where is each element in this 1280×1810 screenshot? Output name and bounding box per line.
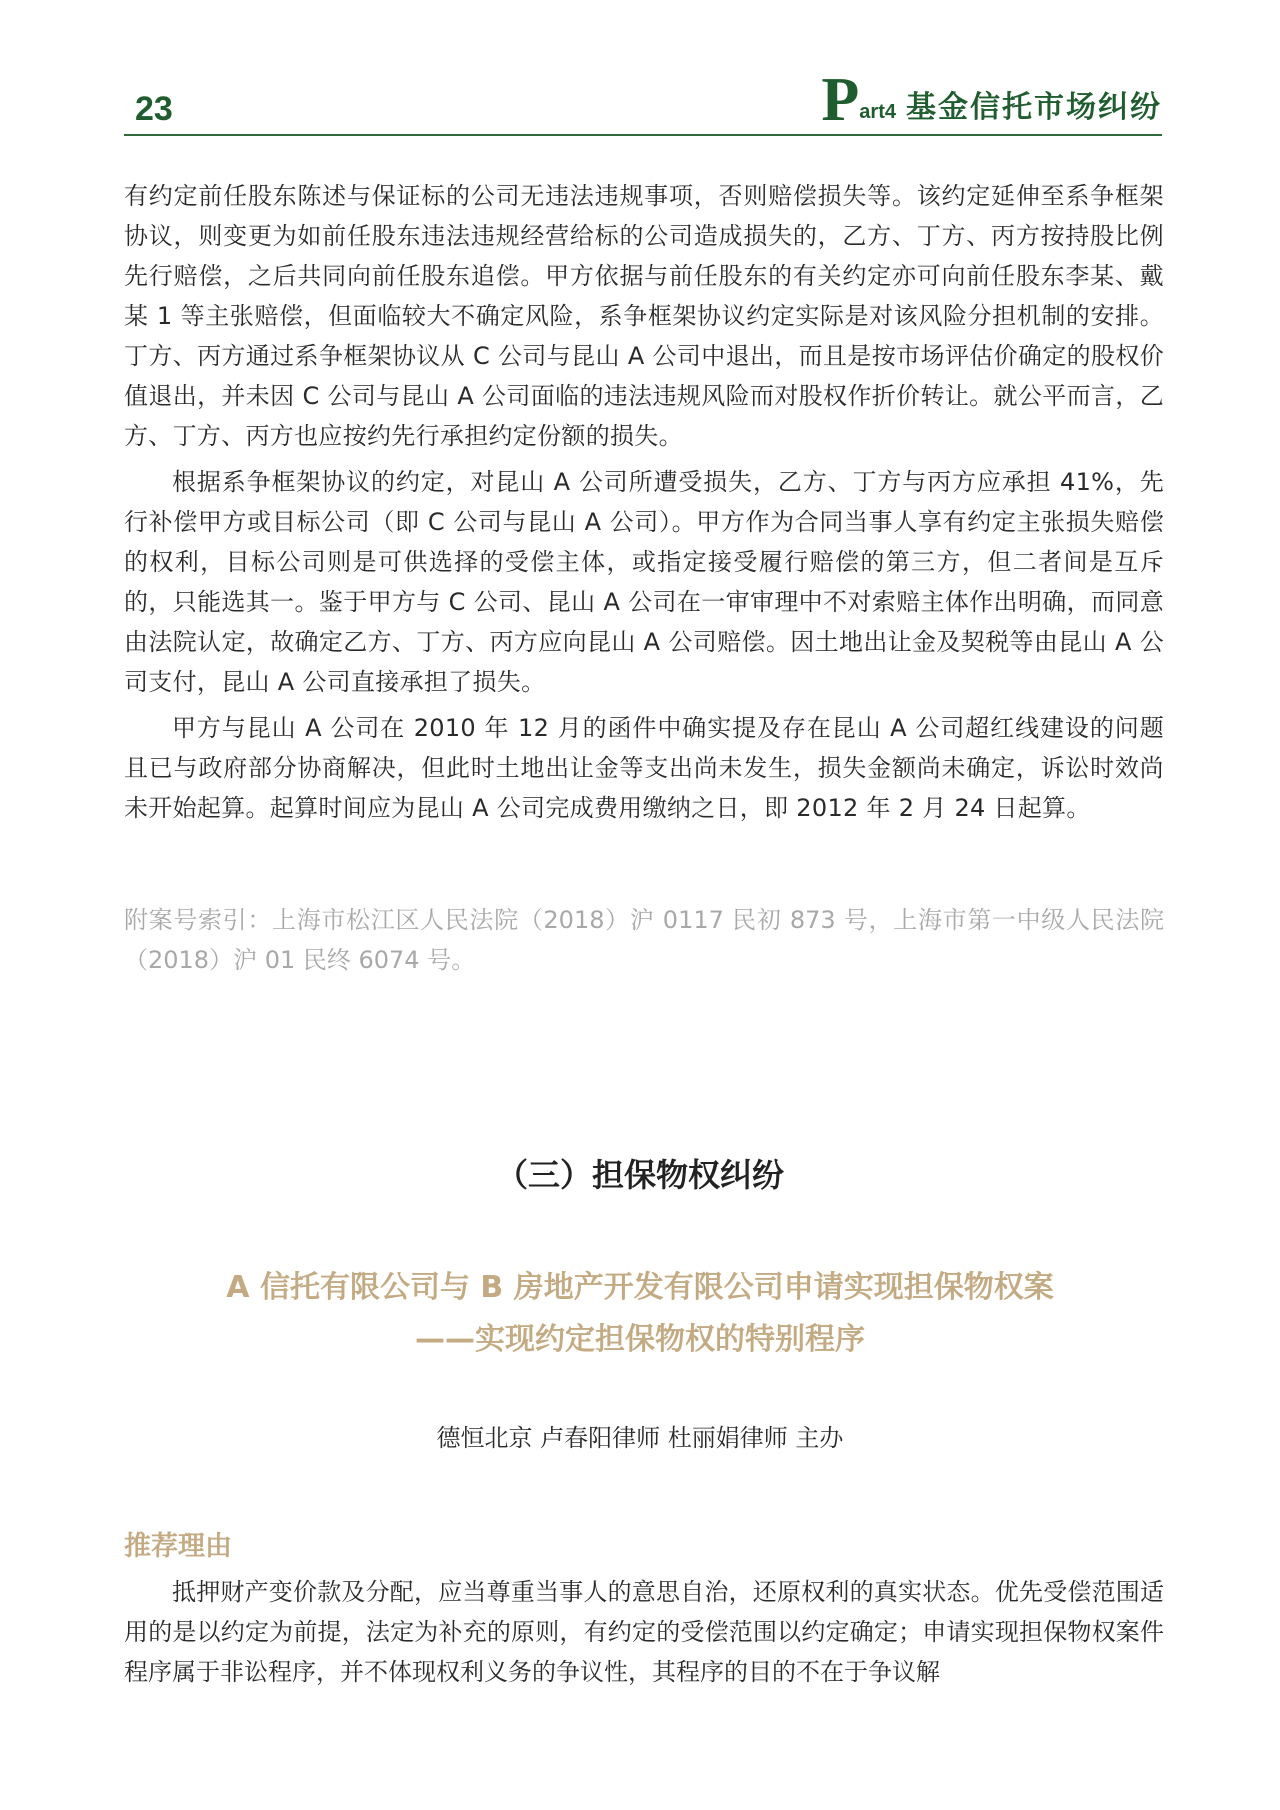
part-letter: P bbox=[821, 66, 860, 134]
paragraph: 甲方与昆山 A 公司在 2010 年 12 月的函件中确实提及存在昆山 A 公司超红线建设的问题且已与政府部分协商解决，但此时土地出让金等支出尚未发生，损失金额尚未确定，诉讼时效尚未开始起算。起算时间应为昆山 A 公司完成费用缴纳之日，即 2012 年 2 月 24 日起算。 bbox=[124, 714, 1164, 822]
recommendation-text bbox=[124, 1572, 1164, 1692]
recommendation-heading: 推荐理由 bbox=[124, 1531, 232, 1562]
chapter-title: 基金信托市场纠纷 bbox=[906, 90, 1162, 125]
part-number: art4 bbox=[859, 101, 896, 123]
case-reference: 附案号索引：上海市松江区人民法院（2018）沪 0117 民初 873 号，上海市第一中级人民法院（2018）沪 01 民终 6074 号。 bbox=[124, 906, 1164, 974]
page-number: 23 bbox=[135, 90, 173, 128]
case-title bbox=[0, 1262, 1280, 1366]
paragraph: 抵押财产变价款及分配，应当尊重当事人的意思自治，还原权利的真实状态。优先受偿范围适用的是以约定为前提，法定为补充的原则，有约定的受偿范围以约定确定；申请实现担保物权案件程序属于非讼程序，并不体现权利义务的争议性，其程序的目的不在于争议解 bbox=[124, 1578, 1164, 1686]
body-text bbox=[124, 176, 1164, 834]
paragraph: 有约定前任股东陈述与保证标的公司无违法违规事项，否则赔偿损失等。该约定延伸至系争框架协议，则变更为如前任股东违法违规经营给标的公司造成损失的，乙方、丁方、丙方按持股比例先行赔偿，之后共同向前任股东追偿。甲方依据与前任股东的有关约定亦可向前任股东李某、戴某 1 等主张赔偿，但面临较大不确定风险，系争框架协议约定实际是对该风险分担机制的安排。丁方、丙方通过系争框架协议从 C 公司与昆山 A 公司中退出，而且是按市场评估价确定的股权价值退出，并未因 C 公司与昆山 A 公司面临的违法违规风险而对股权作折价转让。就公平而言，乙方、丁方、丙方也应按约先行承担约定份额的损失。 bbox=[124, 182, 1164, 450]
header-divider bbox=[124, 134, 1162, 136]
case-subtitle-line: ——实现约定担保物权的特别程序 bbox=[415, 1322, 865, 1357]
case-title-line: A 信托有限公司与 B 房地产开发有限公司申请实现担保物权案 bbox=[226, 1270, 1054, 1305]
page-header bbox=[821, 66, 1162, 134]
authors: 德恒北京 卢春阳律师 杜丽娟律师 主办 bbox=[436, 1424, 844, 1452]
section-heading: （三）担保物权纠纷 bbox=[495, 1156, 784, 1194]
paragraph: 根据系争框架协议的约定，对昆山 A 公司所遭受损失，乙方、丁方与丙方应承担 41%，先行补偿甲方或目标公司（即 C 公司与昆山 A 公司）。甲方作为合同当事人享有约定主张损失赔偿的权利，目标公司则是可供选择的受偿主体，或指定接受履行赔偿的第三方，但二者间是互斥的，只能选其一。鉴于甲方与 C 公司、昆山 A 公司在一审审理中不对索赔主体作出明确，而同意由法院认定，故确定乙方、丁方、丙方应向昆山 A 公司赔偿。因土地出让金及契税等由昆山 A 公司支付，昆山 A 公司直接承担了损失。 bbox=[124, 468, 1164, 696]
